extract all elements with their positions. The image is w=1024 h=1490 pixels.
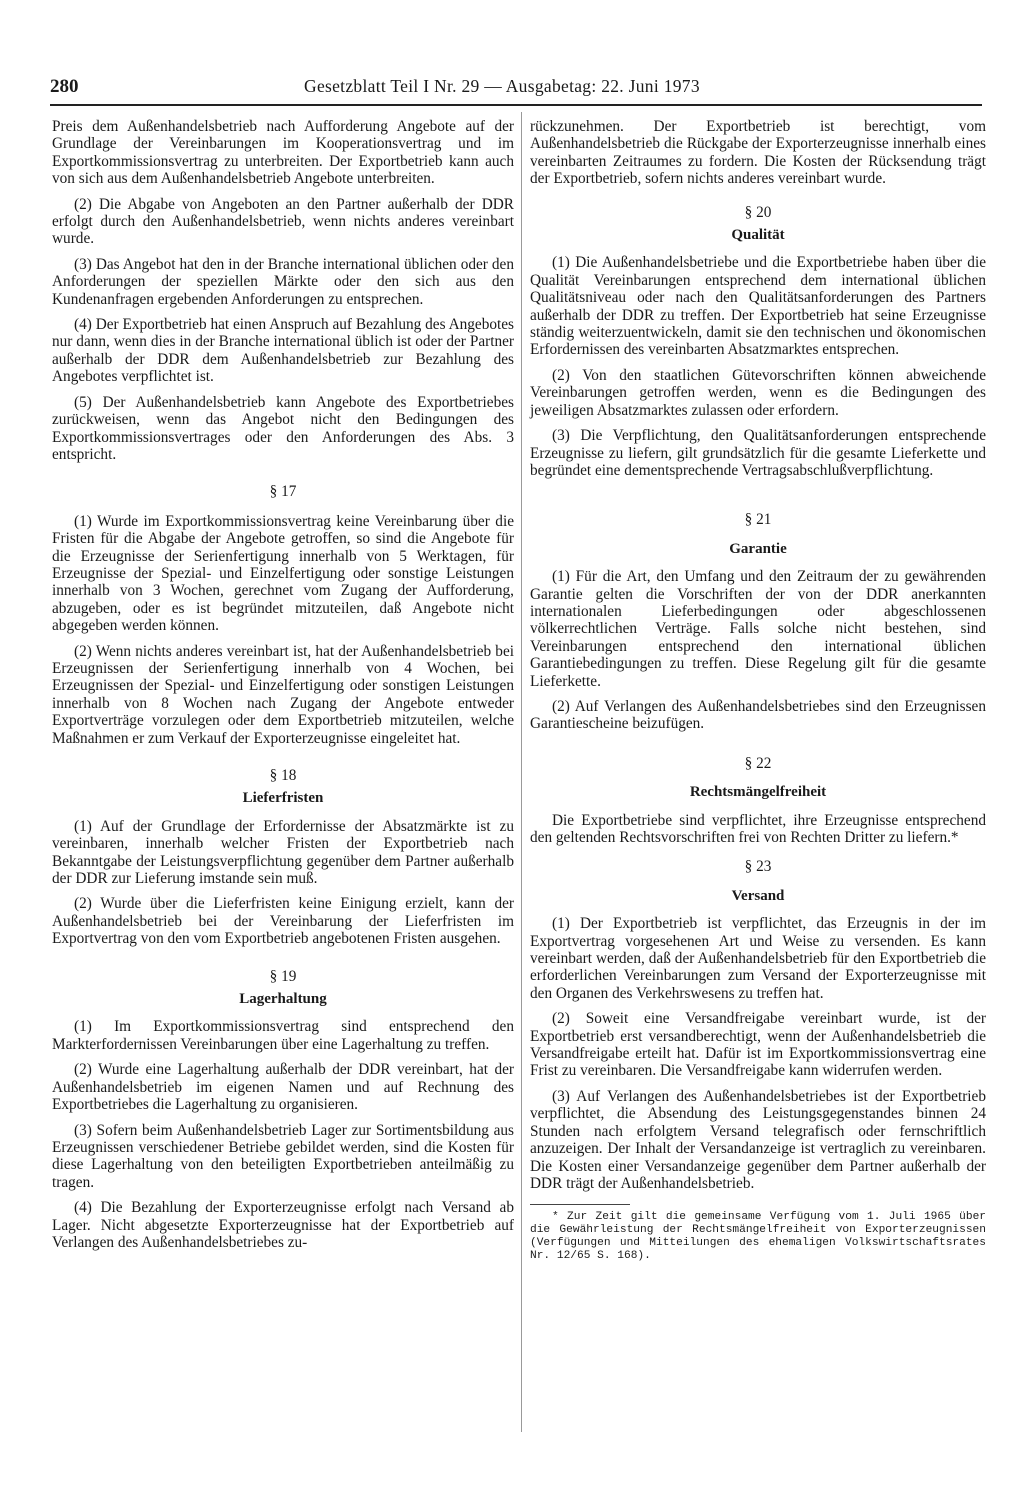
section-number-20: § 20	[744, 203, 772, 221]
paragraph: (1) Der Exportbetrieb ist verpflichtet, das Erzeugnis in der im Exportvertrag vorgesehenen Art und Weise zu versenden. Es kann vereinbart werden, daß der Außenhandelsbetrieb für den Exportbetrieb die erforderlichen Vereinbarungen zum Versand der Exporterzeugnisse mit den Organen des Verkehrswesens zu treffen hat.	[530, 915, 986, 1002]
paragraph: (2) Wurde über die Lieferfristen keine Einigung erzielt, kann der Außenhandelsbetrieb bei der Vereinbarung der Lieferfristen im Exportvertrag von den vom Exportbetrieb angebotenen Fristen ausgehen.	[52, 895, 514, 948]
paragraph: (2) Wurde eine Lagerhaltung außerhalb der DDR vereinbart, hat der Außenhandelsbetrieb im eigenen Namen und auf Rechnung des Exportbetriebes die Lagerhaltung zu organisieren.	[52, 1061, 514, 1114]
paragraph: (2) Auf Verlangen des Außenhandelsbetriebes sind den Erzeugnissen Garantiescheine beizufügen.	[530, 697, 986, 733]
paragraph: (1) Die Außenhandelsbetriebe und die Exportbetriebe haben über die Qualität Vereinbarungen entsprechend dem international üblichen Qualitätsniveau oder nach den Qualitätsanforderungen des Partners außerhalb der DDR zu treffen. Der Exportbetrieb hat seine Erzeugnisse ständig weiterzuentwickeln, damit sie den technischen und ökonomischen Erfordernissen des vereinbarten Absatzmarktes entsprechen.	[530, 254, 986, 359]
paragraph: (3) Auf Verlangen des Außenhandelsbetriebes ist der Exportbetrieb verpflichtet, die Absendung des Leistungsgegenstandes binnen 24 Stunden nach erfolgtem Versand telegrafisch oder fernschriftlich anzuzeigen. Der Inhalt der Versandanzeige ist vertraglich zu vereinbaren. Die Kosten einer Versandanzeige gegenüber dem Partner außerhalb der DDR trägt der Außenhandelsbetrieb.	[530, 1087, 986, 1192]
section-title-19: Lagerhaltung	[239, 991, 327, 1008]
section-title-23: Versand	[731, 887, 785, 904]
paragraph: (2) Wenn nichts anderes vereinbart ist, hat der Außenhandelsbetrieb bei Erzeugnissen der Serienfertigung innerhalb von 4 Wochen, bei Erzeugnissen der Spezial- und Einzelfertigung oder sonstigen Leistungen innerhalb von 8 Wochen nach Zugang der Angebote entweder Exportverträge vorzulegen oder dem Exportbetrieb mitzuteilen, welche Maßnahmen er zum Verkauf der Exporterzeugnisse eingeleitet hat.	[52, 642, 514, 747]
column-divider	[521, 112, 522, 1432]
paragraph: (2) Von den staatlichen Gütevorschriften können abweichende Vereinbarungen getroffen werden, wenn es die Bedingungen des jeweiligen Absatzmarktes zulassen oder erfordern.	[530, 366, 986, 419]
section-number-22: § 22	[744, 754, 772, 772]
right-column	[530, 118, 986, 1271]
paragraph: (4) Die Bezahlung der Exporterzeugnisse erfolgt nach Versand ab Lager. Nicht abgesetzte Exporterzeugnisse hat der Exportbetrieb auf Verlangen des Außenhandelsbetriebes zu-	[52, 1199, 514, 1251]
section-number-23: § 23	[744, 858, 772, 876]
page-number: 280	[50, 76, 79, 97]
section-title-22: Rechtsmängelfreiheit	[689, 784, 827, 801]
paragraph: (5) Der Außenhandelsbetrieb kann Angebote des Exportbetriebes zurückweisen, wenn das Angebot nicht den Bedingungen des Exportkommissionsvertrages oder den Anforderungen des Abs. 3 entspricht.	[52, 393, 514, 463]
left-column	[52, 118, 514, 1259]
paragraph: (1) Im Exportkommissionsvertrag sind entsprechend den Markterfordernissen Vereinbarungen über eine Lagerhaltung zu treffen.	[52, 1018, 514, 1053]
paragraph: (1) Für die Art, den Umfang und den Zeitraum der zu gewährenden Garantie gelten die Vorschriften der von der DDR anerkannten internationalen Lieferbedingungen oder abgeschlossenen völkerrechtlichen Verträge. Falls solche nicht bestehen, sind Vereinbarungen entsprechend den international üblichen Garantiebedingungen zu treffen. Diese Regelung gilt für die gesamte Lieferkette.	[530, 568, 986, 690]
paragraph: (3) Die Verpflichtung, den Qualitätsanforderungen entsprechende Erzeugnisse zu liefern, gilt grundsätzlich für die gesamte Lieferkette und begründet eine dementsprechende Vertragsabschlußverpflichtung.	[530, 427, 986, 479]
section-number-21: § 21	[744, 511, 772, 529]
paragraph: (2) Soweit eine Versandfreigabe vereinbart wurde, ist der Exportbetrieb erst versandberechtigt, wenn der Außenhandelsbetrieb die Versandfreigabe erteilt hat. Dafür ist im Exportkommissionsvertrag eine Frist zu vereinbaren. Die Versandfreigabe kann widerrufen werden.	[530, 1010, 986, 1080]
paragraph: (3) Sofern beim Außenhandelsbetrieb Lager zur Sortimentsbildung aus Erzeugnissen verschiedener Betriebe gebildet werden, sind die Kosten für diese Lagerhaltung von den beteiligten Exportbetrieben anteilmäßig zu tragen.	[52, 1121, 514, 1191]
section-title-18: Lieferfristen	[242, 790, 324, 807]
paragraph: Die Exportbetriebe sind verpflichtet, ihre Erzeugnisse entsprechend den geltenden Rechtsvorschriften frei von Rechten Dritter zu liefern.*	[530, 811, 986, 846]
footnote: * Zur Zeit gilt die gemeinsame Verfügung vom 1. Juli 1965 über die Gewährleistung der Rechtsmängelfreiheit von Exporterzeugnissen (Verfügungen und Mitteilungen des ehemaligen Volkswirtschaftsrates Nr. 12/65 S. 168).	[530, 1211, 986, 1263]
header-rule	[50, 104, 982, 106]
page-header	[50, 76, 984, 106]
paragraph: (2) Die Abgabe von Angeboten an den Partner außerhalb der DDR erfolgt durch den Außenhandelsbetrieb, wenn nichts anderes vereinbart wurde.	[52, 195, 514, 248]
footnote-rule	[530, 1204, 630, 1205]
paragraph: (1) Auf der Grundlage der Erfordernisse der Absatzmärkte ist zu vereinbaren, innerhalb welcher Fristen der Exportbetrieb nach Bekanntgabe der Leistungsverpflichtung gegenüber dem Partner außerhalb der DDR zur Lieferung imstande sein muß.	[52, 817, 514, 888]
section-number-19: § 19	[269, 967, 297, 985]
header-title: Gesetzblatt Teil I Nr. 29 — Ausgabetag: 22. Juni 1973	[304, 76, 700, 96]
paragraph: Preis dem Außenhandelsbetrieb nach Aufforderung Angebote auf der Grundlage der Vereinbarungen im Kooperationsvertrag und im Exportkommissionsvertrag zu unterbreiten. Der Exportbetrieb kann auch von sich aus dem Außenhandelsbetrieb Angebote unterbreiten.	[52, 118, 514, 188]
paragraph: rückzunehmen. Der Exportbetrieb ist berechtigt, vom Außenhandelsbetrieb die Rückgabe der Exporterzeugnisse innerhalb eines vereinbarten Zeitraumes zu fordern. Die Kosten der Rücksendung trägt der Exportbetrieb, sofern nichts anderes vereinbart wurde.	[530, 118, 986, 188]
paragraph: (1) Wurde im Exportkommissionsvertrag keine Vereinbarung über die Fristen für die Abgabe der Angebote getroffen, so sind die Angebote für die Erzeugnisse der Serienfertigung innerhalb von 5 Werktagen, für Erzeugnisse der Spezial- und Einzelfertigung oder sonstige Leistungen innerhalb von 3 Wochen, gerechnet vom Zugang der Aufforderung, abzugeben, oder es ist begründet mitzuteilen, daß Angebote nicht abgegeben werden können.	[52, 512, 514, 635]
paragraph: (4) Der Exportbetrieb hat einen Anspruch auf Bezahlung des Angebotes nur dann, wenn dies in der Branche international üblich ist oder der Partner außerhalb der DDR dem Außenhandelsbetrieb zur Bezahlung des Angebotes verpflichtet ist.	[52, 316, 514, 386]
section-number-18: § 18	[269, 767, 297, 784]
section-title-20: Qualität	[731, 227, 785, 244]
paragraph: (3) Das Angebot hat den in der Branche international üblichen oder den Anforderungen der speziellen Märkte oder den sich aus den Kundenanfragen ergebenden Anforderungen zu entsprechen.	[52, 255, 514, 308]
section-title-21: Garantie	[729, 540, 787, 557]
section-number-17: § 17	[269, 483, 297, 501]
